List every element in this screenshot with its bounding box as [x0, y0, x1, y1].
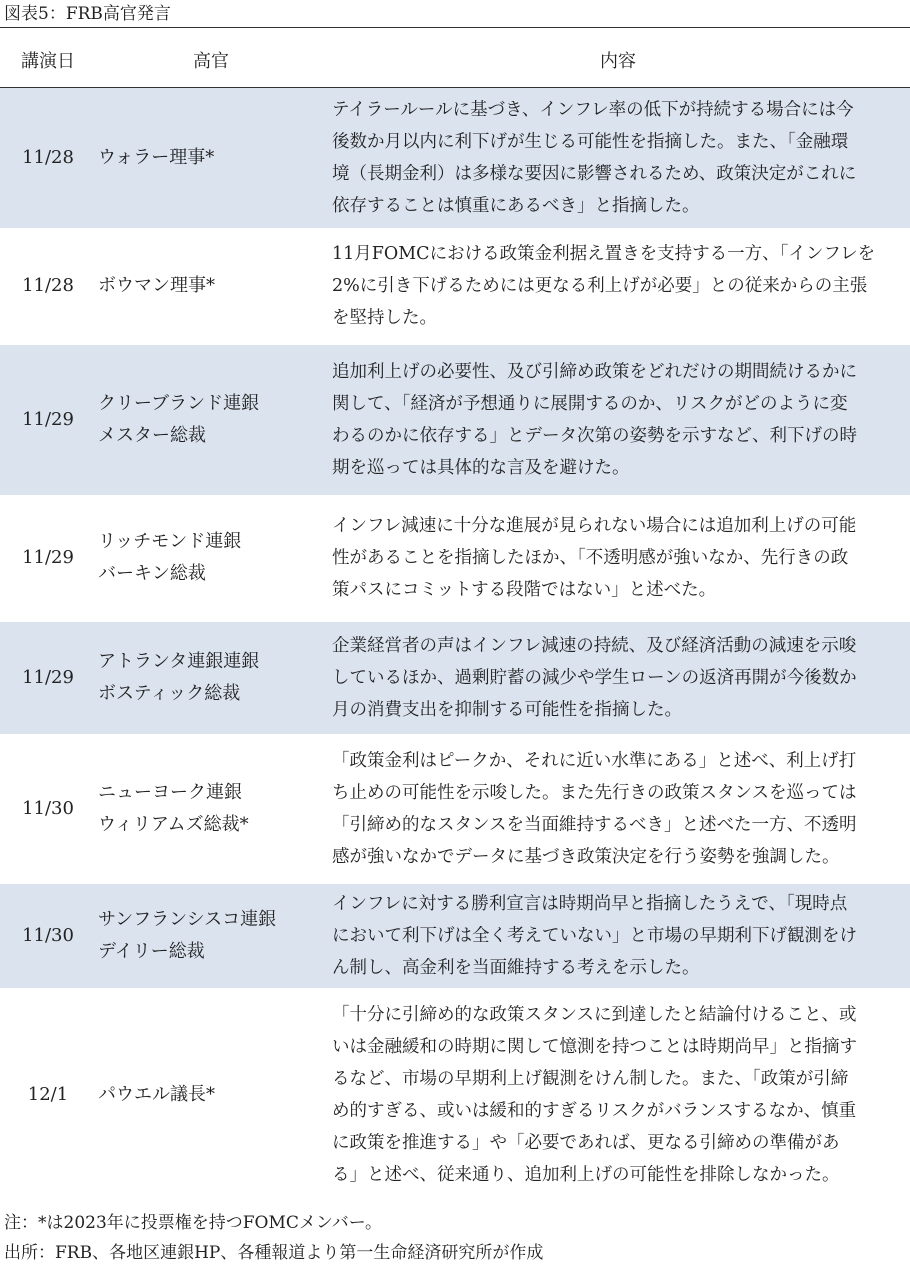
officials-table — [0, 33, 910, 1202]
table-row — [0, 88, 910, 229]
speech-date: 11/29 — [0, 621, 96, 735]
statement-content: インフレに対する勝利宣言は時期尚早と指摘したうえで、「現時点 において利下げは全く考えていない」と市場の早期利下げ観測をけ ん制し、高金利を当面維持する考えを示した。 — [326, 883, 910, 989]
title-divider — [0, 27, 910, 28]
source-note: 出所：FRB、各地区連銀HP、各種報道より第一生命経済研究所が作成 — [4, 1243, 544, 1263]
table-row — [0, 496, 910, 621]
statement-content: 追加利上げの必要性、及び引締め政策をどれだけの期間続けるかに 関して、「経済が予想通りに展開するのか、リスクがどのように変 わるのかに依存する」とデータ次第の姿勢を示すなど、利下げの時 期を巡っては具体的な言及を避けた。 — [326, 344, 910, 496]
statement-content: 企業経営者の声はインフレ減速の持続、及び経済活動の減速を示唆 しているほか、過剰貯蓄の減少や学生ローンの返済再開が今後数か 月の消費支出を抑制する可能性を指摘した。 — [326, 621, 910, 735]
statement-content: 11月FOMCにおける政策金利据え置きを支持する一方、「インフレを 2%に引き下げるためには更なる利上げが必要」との従来からの主張 を堅持した。 — [326, 229, 910, 344]
table-row — [0, 735, 910, 883]
speech-date: 12/1 — [0, 989, 96, 1201]
table-row — [0, 621, 910, 735]
official-name: ニューヨーク連銀 ウィリアムズ総裁* — [96, 735, 326, 883]
table-header-row — [0, 33, 910, 88]
speech-date: 11/28 — [0, 229, 96, 344]
official-name: ボウマン理事* — [96, 229, 326, 344]
table-row — [0, 344, 910, 496]
header-date: 講演日 — [0, 33, 96, 88]
official-name: アトランタ連銀連銀 ボスティック総裁 — [96, 621, 326, 735]
footnote: 注：*は2023年に投票権を持つFOMCメンバー。 — [4, 1213, 383, 1233]
table-row — [0, 229, 910, 344]
table-row — [0, 989, 910, 1201]
official-name: クリーブランド連銀 メスター総裁 — [96, 344, 326, 496]
header-official: 高官 — [96, 33, 326, 88]
official-name: サンフランシスコ連銀 デイリー総裁 — [96, 883, 326, 989]
statement-content: 「十分に引締め的な政策スタンスに到達したと結論付けること、或 いは金融緩和の時期に関して憶測を持つことは時期尚早」と指摘す るなど、市場の早期利上げ観測をけん制した。また、「政策が引締 め的すぎる、或いは緩和的すぎるリスクがバランスするなか、慎重 に政策を推進する」や「必要であれば、更なる引締めの準備があ る」と述べ、従来通り、追加利上げの可能性を排除しなかった。 — [326, 989, 910, 1201]
statement-content: 「政策金利はピークか、それに近い水準にある」と述べ、利上げ打 ち止めの可能性を示唆した。また先行きの政策スタンスを巡っては 「引締め的なスタンスを当面維持するべき」と述べた一方、不透明 感が強いなかでデータに基づき政策決定を行う姿勢を強調した。 — [326, 735, 910, 883]
speech-date: 11/30 — [0, 735, 96, 883]
official-name: パウエル議長* — [96, 989, 326, 1201]
statement-content: インフレ減速に十分な進展が見られない場合には追加利上げの可能 性があることを指摘したほか、「不透明感が強いなか、先行きの政 策パスにコミットする段階ではない」と述べた。 — [326, 496, 910, 621]
official-name: ウォラー理事* — [96, 88, 326, 229]
speech-date: 11/29 — [0, 344, 96, 496]
official-name: リッチモンド連銀 バーキン総裁 — [96, 496, 326, 621]
statement-content: テイラールールに基づき、インフレ率の低下が持続する場合には今 後数か月以内に利下げが生じる可能性を指摘した。また、「金融環 境（長期金利）は多様な要因に影響されるため、政策決定がこれに 依存することは慎重にあるべき」と指摘した。 — [326, 88, 910, 229]
speech-date: 11/28 — [0, 88, 96, 229]
figure-title: 図表5：FRB高官発言 — [4, 4, 171, 24]
speech-date: 11/30 — [0, 883, 96, 989]
speech-date: 11/29 — [0, 496, 96, 621]
table-row — [0, 883, 910, 989]
table-notes — [4, 1208, 904, 1268]
header-content: 内容 — [326, 33, 910, 88]
